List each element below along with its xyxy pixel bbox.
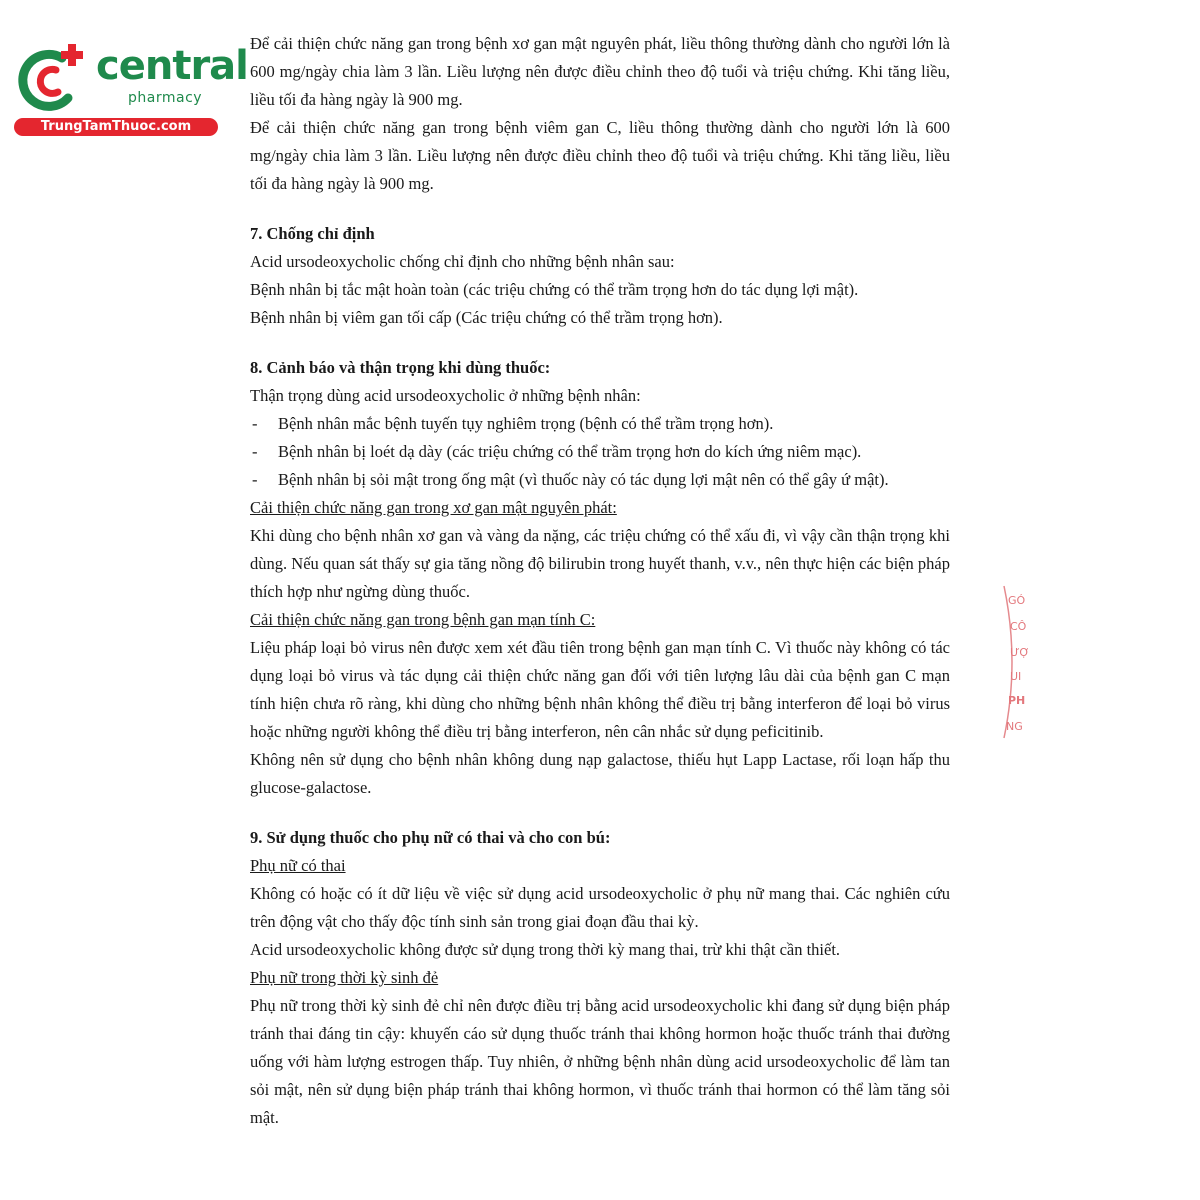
logo-name: central bbox=[96, 43, 248, 89]
bullet-dash: - bbox=[252, 470, 258, 489]
bullet-text: Bệnh nhân bị loét dạ dày (các triệu chứng có thể trầm trọng hơn do kích ứng niêm mạc). bbox=[278, 442, 862, 461]
stamp-text: NG bbox=[1006, 720, 1023, 733]
section-7-line: Bệnh nhân bị viêm gan tối cấp (Các triệu chứng có thể trầm trọng hơn). bbox=[250, 308, 723, 327]
subheading-pbc: Cải thiện chức năng gan trong xơ gan mật nguyên phát: bbox=[250, 498, 617, 517]
section-9-heading: 9. Sử dụng thuốc cho phụ nữ có thai và cho con bú: bbox=[250, 828, 611, 847]
subheading-childbearing: Phụ nữ trong thời kỳ sinh đẻ bbox=[250, 968, 439, 987]
red-stamp-fragment bbox=[1000, 582, 1030, 742]
section-7-heading: 7. Chống chỉ định bbox=[250, 224, 375, 243]
bullet-item bbox=[250, 410, 950, 438]
subheading-hepatitis-c: Cải thiện chức năng gan trong bệnh gan mạn tính C: bbox=[250, 610, 596, 629]
document-page bbox=[250, 30, 950, 1132]
stamp-text: UI bbox=[1010, 670, 1022, 683]
paragraph-pregnant-2: Acid ursodeoxycholic không được sử dụng trong thời kỳ mang thai, trừ khi thật cần thiết. bbox=[250, 940, 841, 959]
bullet-text: Bệnh nhân mắc bệnh tuyến tụy nghiêm trọng (bệnh có thể trầm trọng hơn). bbox=[278, 414, 774, 433]
section-7-line: Bệnh nhân bị tắc mật hoàn toàn (các triệu chứng có thể trầm trọng hơn do tác dụng lợi mật). bbox=[250, 280, 859, 299]
stamp-text: GÓ bbox=[1008, 594, 1026, 607]
stamp-border bbox=[1004, 586, 1012, 738]
bullet-item bbox=[250, 438, 950, 466]
paragraph-pregnant-1: Không có hoặc có ít dữ liệu về việc sử dụng acid ursodeoxycholic ở phụ nữ mang thai. Các nghiên cứu trên động vật cho thấy độc tính sinh sản trong giai đoạn đầu thai kỳ. bbox=[250, 884, 950, 931]
paragraph-childbearing: Phụ nữ trong thời kỳ sinh đẻ chỉ nên được điều trị bằng acid ursodeoxycholic khi đang sử dụng biện pháp tránh thai đáng tin cậy: khuyến cáo sử dụng thuốc tránh thai không hormon hoặc thuốc tránh thai đường uống với hàm lượng estrogen thấp. Tuy nhiên, ở những bệnh nhân dùng acid ursodeoxycholic để làm tan sỏi mật, nên sử dụng biện pháp tránh thai không hormon, vì thuốc tránh thai hormon có thể làm tăng sỏi mật. bbox=[250, 996, 950, 1127]
stamp-text: PH bbox=[1008, 694, 1026, 707]
dosage-paragraph-1: Để cải thiện chức năng gan trong bệnh xơ gan mật nguyên phát, liều thông thường dành cho người lớn là 600 mg/ngày chia làm 3 lần. Liều lượng nên được điều chỉnh theo độ tuổi và triệu chứng. Khi tăng liều, liều tối đa hàng ngày là 900 mg. bbox=[250, 34, 950, 109]
paragraph-galactose: Không nên sử dụng cho bệnh nhân không dung nạp galactose, thiếu hụt Lapp Lactase, rối loạn hấp thu glucose-galactose. bbox=[250, 750, 950, 797]
dosage-paragraph-2: Để cải thiện chức năng gan trong bệnh viêm gan C, liều thông thường dành cho người lớn là 600 mg/ngày chia làm 3 lần. Liều lượng nên được điều chỉnh theo độ tuổi và triệu chứng. Khi tăng liều, liều tối đa hàng ngày là 900 mg. bbox=[250, 118, 950, 193]
paragraph-pbc: Khi dùng cho bệnh nhân xơ gan và vàng da nặng, các triệu chứng có thể xấu đi, vì vậy cần thận trọng khi dùng. Nếu quan sát thấy sự gia tăng nồng độ bilirubin trong huyết thanh, v.v., nên thực hiện các biện pháp thích hợp như ngừng dùng thuốc. bbox=[250, 526, 950, 601]
bullet-dash: - bbox=[252, 442, 258, 461]
section-7-intro: Acid ursodeoxycholic chống chỉ định cho những bệnh nhân sau: bbox=[250, 252, 675, 271]
pharmacy-cross-icon bbox=[10, 40, 90, 120]
bullet-item bbox=[250, 466, 950, 494]
bullet-text: Bệnh nhân bị sỏi mật trong ống mật (vì thuốc này có tác dụng lợi mật nên có thể gây ứ mật). bbox=[278, 470, 889, 489]
section-8-intro: Thận trọng dùng acid ursodeoxycholic ở những bệnh nhân: bbox=[250, 386, 641, 405]
central-pharmacy-logo bbox=[10, 36, 248, 136]
logo-subtitle: pharmacy bbox=[128, 90, 203, 106]
logo-website-banner: TrungTamThuoc.com bbox=[14, 118, 218, 136]
stamp-text: ƯỢ bbox=[1010, 646, 1030, 659]
stamp-text: CÔ bbox=[1010, 620, 1027, 633]
paragraph-hepatitis-c: Liệu pháp loại bỏ virus nên được xem xét đầu tiên trong bệnh gan mạn tính C. Vì thuốc này không có tác dụng loại bỏ virus và tác dụng cải thiện chức năng gan đối với tiên lượng lâu dài của bệnh gan C mạn tính hiện chưa rõ ràng, khi dùng cho những bệnh nhân không thể điều trị bằng interferon để loại bỏ virus hoặc những người không thể điều trị bằng interferon, nên cân nhắc sử dụng peficitinib. bbox=[250, 638, 950, 741]
section-8-heading: 8. Cảnh báo và thận trọng khi dùng thuốc: bbox=[250, 358, 551, 377]
subheading-pregnant: Phụ nữ có thai bbox=[250, 856, 346, 875]
bullet-dash: - bbox=[252, 414, 258, 433]
